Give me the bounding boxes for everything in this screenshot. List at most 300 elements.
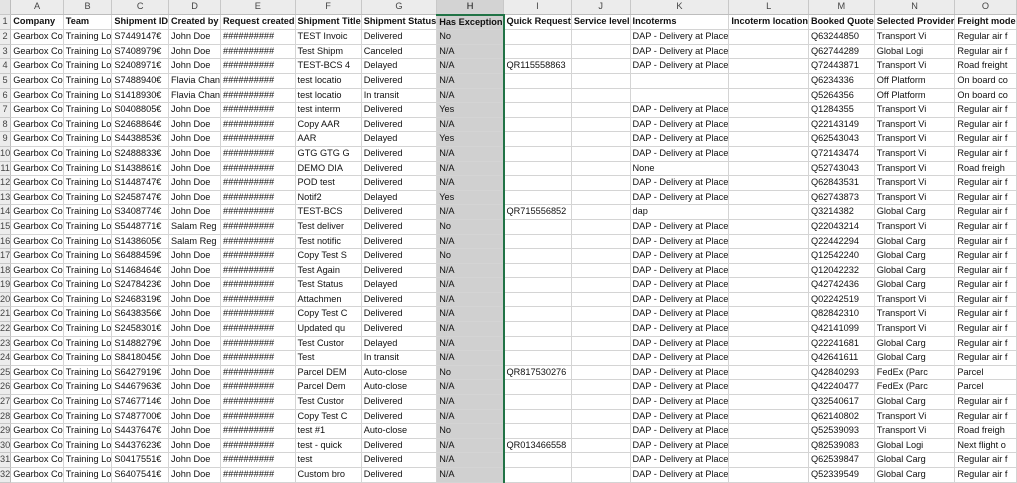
cell-j[interactable] <box>571 336 630 351</box>
cell-a[interactable]: Gearbox Co <box>11 278 64 293</box>
cell-f[interactable]: POD test <box>295 176 361 191</box>
cell-i[interactable] <box>504 380 572 395</box>
column-header-g[interactable]: G <box>361 0 437 15</box>
cell-d[interactable]: John Doe <box>169 453 221 468</box>
cell-e[interactable]: ########## <box>221 380 296 395</box>
cell-n[interactable]: Off Platform <box>874 73 955 88</box>
cell-d[interactable]: John Doe <box>169 351 221 366</box>
cell-l[interactable] <box>729 205 809 220</box>
cell-l[interactable] <box>729 132 809 147</box>
cell-o[interactable]: Regular air f <box>955 409 1016 424</box>
cell-n[interactable]: Transport Vi <box>874 117 955 132</box>
cell-e[interactable]: ########## <box>221 365 296 380</box>
cell-h[interactable]: Yes <box>437 190 504 205</box>
cell-k[interactable]: DAP - Delivery at Place <box>630 409 729 424</box>
cell-h[interactable]: N/A <box>437 73 504 88</box>
cell-c[interactable]: S2458301€ <box>112 322 169 337</box>
cell-h[interactable]: N/A <box>437 263 504 278</box>
cell-g[interactable]: Delayed <box>361 59 437 74</box>
cell-e[interactable]: ########## <box>221 292 296 307</box>
cell-n[interactable]: Transport Vi <box>874 409 955 424</box>
header-cell-a[interactable]: Company <box>11 15 64 30</box>
cell-f[interactable]: test interm <box>295 103 361 118</box>
cell-n[interactable]: Transport Vi <box>874 161 955 176</box>
cell-i[interactable] <box>504 103 572 118</box>
cell-n[interactable]: Global Logi <box>874 44 955 59</box>
cell-f[interactable]: Copy AAR <box>295 117 361 132</box>
cell-f[interactable]: Copy Test C <box>295 409 361 424</box>
cell-d[interactable]: John Doe <box>169 322 221 337</box>
column-header-c[interactable]: C <box>112 0 169 15</box>
header-cell-j[interactable]: Service level <box>571 15 630 30</box>
cell-e[interactable]: ########## <box>221 468 296 483</box>
cell-f[interactable]: DEMO DIA <box>295 161 361 176</box>
cell-a[interactable]: Gearbox Co <box>11 424 64 439</box>
cell-k[interactable]: DAP - Delivery at Place <box>630 103 729 118</box>
cell-o[interactable]: Regular air f <box>955 292 1016 307</box>
cell-i[interactable] <box>504 409 572 424</box>
cell-e[interactable]: ########## <box>221 322 296 337</box>
cell-d[interactable]: John Doe <box>169 190 221 205</box>
cell-e[interactable]: ########## <box>221 59 296 74</box>
cell-d[interactable]: John Doe <box>169 438 221 453</box>
cell-h[interactable]: N/A <box>437 278 504 293</box>
cell-m[interactable]: Q82842310 <box>808 307 874 322</box>
cell-d[interactable]: Flavia Chan <box>169 73 221 88</box>
row-number[interactable]: 6 <box>0 88 11 103</box>
cell-c[interactable]: S7487700€ <box>112 409 169 424</box>
cell-n[interactable]: Transport Vi <box>874 30 955 45</box>
cell-g[interactable]: Delivered <box>361 176 437 191</box>
cell-b[interactable]: Training Lo <box>63 336 112 351</box>
row-number[interactable]: 23 <box>0 336 11 351</box>
row-number[interactable]: 2 <box>0 30 11 45</box>
cell-a[interactable]: Gearbox Co <box>11 88 64 103</box>
cell-j[interactable] <box>571 205 630 220</box>
cell-n[interactable]: Transport Vi <box>874 307 955 322</box>
cell-b[interactable]: Training Lo <box>63 103 112 118</box>
cell-f[interactable]: Parcel DEM <box>295 365 361 380</box>
cell-k[interactable]: DAP - Delivery at Place <box>630 263 729 278</box>
cell-g[interactable]: Delivered <box>361 292 437 307</box>
cell-o[interactable]: On board co <box>955 73 1016 88</box>
cell-d[interactable]: Salam Reg <box>169 219 221 234</box>
cell-c[interactable]: S1418930€ <box>112 88 169 103</box>
cell-c[interactable]: S6488459€ <box>112 249 169 264</box>
cell-g[interactable]: Delivered <box>361 409 437 424</box>
cell-j[interactable] <box>571 438 630 453</box>
cell-f[interactable]: TEST Invoic <box>295 30 361 45</box>
cell-h[interactable]: Yes <box>437 132 504 147</box>
cell-g[interactable]: Delivered <box>361 234 437 249</box>
cell-d[interactable]: John Doe <box>169 307 221 322</box>
cell-b[interactable]: Training Lo <box>63 59 112 74</box>
row-number[interactable]: 11 <box>0 161 11 176</box>
cell-h[interactable]: N/A <box>437 59 504 74</box>
cell-h[interactable]: No <box>437 219 504 234</box>
cell-o[interactable]: Regular air f <box>955 44 1016 59</box>
cell-n[interactable]: Transport Vi <box>874 292 955 307</box>
header-cell-h[interactable]: Has Exception <box>437 15 504 30</box>
cell-m[interactable]: Q42240477 <box>808 380 874 395</box>
cell-n[interactable]: Global Carg <box>874 453 955 468</box>
cell-m[interactable]: Q62140802 <box>808 409 874 424</box>
row-number[interactable]: 28 <box>0 409 11 424</box>
cell-a[interactable]: Gearbox Co <box>11 263 64 278</box>
cell-o[interactable]: Regular air f <box>955 234 1016 249</box>
cell-c[interactable]: S2458747€ <box>112 190 169 205</box>
cell-i[interactable]: QR817530276 <box>504 365 572 380</box>
cell-i[interactable]: QR013466558 <box>504 438 572 453</box>
row-number[interactable]: 4 <box>0 59 11 74</box>
cell-a[interactable]: Gearbox Co <box>11 30 64 45</box>
cell-m[interactable]: Q52339549 <box>808 468 874 483</box>
cell-d[interactable]: John Doe <box>169 263 221 278</box>
column-header-e[interactable]: E <box>221 0 296 15</box>
cell-a[interactable]: Gearbox Co <box>11 322 64 337</box>
cell-m[interactable]: Q62539847 <box>808 453 874 468</box>
cell-i[interactable] <box>504 249 572 264</box>
cell-m[interactable]: Q62543043 <box>808 132 874 147</box>
row-number[interactable]: 30 <box>0 438 11 453</box>
cell-a[interactable]: Gearbox Co <box>11 234 64 249</box>
cell-j[interactable] <box>571 117 630 132</box>
cell-h[interactable]: N/A <box>437 351 504 366</box>
row-number[interactable]: 12 <box>0 176 11 191</box>
cell-n[interactable]: Transport Vi <box>874 132 955 147</box>
cell-c[interactable]: S2468864€ <box>112 117 169 132</box>
cell-f[interactable]: Test Shipm <box>295 44 361 59</box>
cell-f[interactable]: Updated qu <box>295 322 361 337</box>
cell-g[interactable]: Delivered <box>361 395 437 410</box>
cell-d[interactable]: John Doe <box>169 44 221 59</box>
cell-j[interactable] <box>571 351 630 366</box>
cell-l[interactable] <box>729 146 809 161</box>
cell-j[interactable] <box>571 380 630 395</box>
cell-e[interactable]: ########## <box>221 132 296 147</box>
row-number[interactable]: 25 <box>0 365 11 380</box>
cell-a[interactable]: Gearbox Co <box>11 395 64 410</box>
cell-f[interactable]: test - quick <box>295 438 361 453</box>
cell-f[interactable]: Copy Test C <box>295 307 361 322</box>
cell-l[interactable] <box>729 88 809 103</box>
cell-d[interactable]: John Doe <box>169 59 221 74</box>
cell-m[interactable]: Q3214382 <box>808 205 874 220</box>
cell-m[interactable]: Q63244850 <box>808 30 874 45</box>
cell-d[interactable]: John Doe <box>169 146 221 161</box>
row-number[interactable]: 27 <box>0 395 11 410</box>
cell-j[interactable] <box>571 176 630 191</box>
cell-e[interactable]: ########## <box>221 219 296 234</box>
header-cell-m[interactable]: Booked Quote <box>808 15 874 30</box>
cell-e[interactable]: ########## <box>221 117 296 132</box>
cell-k[interactable]: DAP - Delivery at Place <box>630 249 729 264</box>
header-cell-g[interactable]: Shipment Status <box>361 15 437 30</box>
cell-n[interactable]: FedEx (Parc <box>874 365 955 380</box>
header-cell-b[interactable]: Team <box>63 15 112 30</box>
cell-l[interactable] <box>729 351 809 366</box>
cell-l[interactable] <box>729 190 809 205</box>
cell-g[interactable]: Delivered <box>361 30 437 45</box>
cell-l[interactable] <box>729 44 809 59</box>
cell-g[interactable]: In transit <box>361 88 437 103</box>
cell-e[interactable]: ########## <box>221 307 296 322</box>
cell-m[interactable]: Q02242519 <box>808 292 874 307</box>
cell-i[interactable] <box>504 190 572 205</box>
cell-b[interactable]: Training Lo <box>63 322 112 337</box>
row-number[interactable]: 1 <box>0 15 11 30</box>
cell-o[interactable]: Regular air f <box>955 190 1016 205</box>
cell-h[interactable]: No <box>437 424 504 439</box>
cell-f[interactable]: Test Again <box>295 263 361 278</box>
cell-j[interactable] <box>571 409 630 424</box>
cell-i[interactable] <box>504 453 572 468</box>
row-number[interactable]: 29 <box>0 424 11 439</box>
cell-e[interactable]: ########## <box>221 438 296 453</box>
cell-l[interactable] <box>729 365 809 380</box>
cell-h[interactable]: N/A <box>437 438 504 453</box>
cell-m[interactable]: Q72443871 <box>808 59 874 74</box>
cell-a[interactable]: Gearbox Co <box>11 249 64 264</box>
cell-i[interactable] <box>504 263 572 278</box>
cell-k[interactable]: DAP - Delivery at Place <box>630 30 729 45</box>
cell-n[interactable]: Global Carg <box>874 263 955 278</box>
cell-e[interactable]: ########## <box>221 351 296 366</box>
cell-n[interactable]: Global Carg <box>874 278 955 293</box>
cell-m[interactable]: Q22442294 <box>808 234 874 249</box>
cell-k[interactable]: DAP - Delivery at Place <box>630 307 729 322</box>
cell-o[interactable]: Regular air f <box>955 103 1016 118</box>
cell-o[interactable]: Regular air f <box>955 30 1016 45</box>
cell-b[interactable]: Training Lo <box>63 88 112 103</box>
cell-n[interactable]: Transport Vi <box>874 219 955 234</box>
cell-h[interactable]: N/A <box>437 336 504 351</box>
cell-f[interactable]: Custom bro <box>295 468 361 483</box>
cell-e[interactable]: ########## <box>221 88 296 103</box>
cell-g[interactable]: Delivered <box>361 161 437 176</box>
cell-h[interactable]: N/A <box>437 307 504 322</box>
cell-c[interactable]: S2408971€ <box>112 59 169 74</box>
row-number[interactable]: 7 <box>0 103 11 118</box>
cell-j[interactable] <box>571 468 630 483</box>
cell-l[interactable] <box>729 424 809 439</box>
cell-e[interactable]: ########## <box>221 424 296 439</box>
cell-k[interactable]: DAP - Delivery at Place <box>630 190 729 205</box>
column-header-o[interactable]: O <box>955 0 1016 15</box>
cell-f[interactable]: Test Status <box>295 278 361 293</box>
cell-n[interactable]: Global Carg <box>874 234 955 249</box>
cell-m[interactable]: Q82539083 <box>808 438 874 453</box>
cell-h[interactable]: N/A <box>437 322 504 337</box>
cell-o[interactable]: Regular air f <box>955 278 1016 293</box>
cell-m[interactable]: Q42641611 <box>808 351 874 366</box>
cell-e[interactable]: ########## <box>221 263 296 278</box>
header-cell-f[interactable]: Shipment Title <box>295 15 361 30</box>
cell-e[interactable]: ########## <box>221 453 296 468</box>
cell-a[interactable]: Gearbox Co <box>11 380 64 395</box>
cell-h[interactable]: N/A <box>437 205 504 220</box>
cell-a[interactable]: Gearbox Co <box>11 307 64 322</box>
row-number[interactable]: 10 <box>0 146 11 161</box>
cell-f[interactable]: Parcel Dem <box>295 380 361 395</box>
cell-j[interactable] <box>571 234 630 249</box>
cell-h[interactable]: N/A <box>437 117 504 132</box>
cell-l[interactable] <box>729 234 809 249</box>
cell-c[interactable]: S2468319€ <box>112 292 169 307</box>
cell-o[interactable]: Regular air f <box>955 249 1016 264</box>
cell-i[interactable] <box>504 88 572 103</box>
cell-i[interactable] <box>504 30 572 45</box>
cell-o[interactable]: Parcel <box>955 365 1016 380</box>
cell-f[interactable]: AAR <box>295 132 361 147</box>
cell-l[interactable] <box>729 73 809 88</box>
cell-k[interactable]: DAP - Delivery at Place <box>630 351 729 366</box>
cell-j[interactable] <box>571 249 630 264</box>
header-cell-k[interactable]: Incoterms <box>630 15 729 30</box>
cell-b[interactable]: Training Lo <box>63 132 112 147</box>
cell-o[interactable]: Regular air f <box>955 453 1016 468</box>
cell-d[interactable]: John Doe <box>169 336 221 351</box>
row-number[interactable]: 3 <box>0 44 11 59</box>
cell-m[interactable]: Q42840293 <box>808 365 874 380</box>
cell-a[interactable]: Gearbox Co <box>11 453 64 468</box>
cell-i[interactable] <box>504 292 572 307</box>
cell-j[interactable] <box>571 263 630 278</box>
cell-a[interactable]: Gearbox Co <box>11 351 64 366</box>
cell-f[interactable]: Notif2 <box>295 190 361 205</box>
row-number[interactable]: 5 <box>0 73 11 88</box>
cell-b[interactable]: Training Lo <box>63 219 112 234</box>
cell-o[interactable]: Regular air f <box>955 322 1016 337</box>
cell-h[interactable]: N/A <box>437 88 504 103</box>
column-header-b[interactable]: B <box>63 0 112 15</box>
cell-g[interactable]: Delivered <box>361 73 437 88</box>
cell-j[interactable] <box>571 292 630 307</box>
cell-n[interactable]: Global Carg <box>874 395 955 410</box>
cell-m[interactable]: Q22143149 <box>808 117 874 132</box>
cell-h[interactable]: N/A <box>437 409 504 424</box>
column-header-k[interactable]: K <box>630 0 729 15</box>
cell-l[interactable] <box>729 292 809 307</box>
cell-l[interactable] <box>729 219 809 234</box>
cell-g[interactable]: Auto-close <box>361 365 437 380</box>
cell-i[interactable] <box>504 424 572 439</box>
cell-l[interactable] <box>729 161 809 176</box>
cell-f[interactable]: test locatio <box>295 73 361 88</box>
row-number[interactable]: 13 <box>0 190 11 205</box>
cell-m[interactable]: Q1284355 <box>808 103 874 118</box>
cell-c[interactable]: S0408805€ <box>112 103 169 118</box>
cell-o[interactable]: Road freigh <box>955 161 1016 176</box>
cell-h[interactable]: N/A <box>437 453 504 468</box>
cell-i[interactable] <box>504 176 572 191</box>
header-cell-d[interactable]: Created by <box>169 15 221 30</box>
cell-h[interactable]: N/A <box>437 292 504 307</box>
cell-m[interactable]: Q5264356 <box>808 88 874 103</box>
cell-a[interactable]: Gearbox Co <box>11 190 64 205</box>
row-number[interactable]: 26 <box>0 380 11 395</box>
cell-j[interactable] <box>571 73 630 88</box>
cell-f[interactable]: TEST-BCS 4 <box>295 59 361 74</box>
cell-m[interactable]: Q12542240 <box>808 249 874 264</box>
row-number[interactable]: 8 <box>0 117 11 132</box>
cell-c[interactable]: S6427919€ <box>112 365 169 380</box>
cell-k[interactable]: DAP - Delivery at Place <box>630 453 729 468</box>
cell-b[interactable]: Training Lo <box>63 176 112 191</box>
column-header-m[interactable]: M <box>808 0 874 15</box>
cell-f[interactable]: Test <box>295 351 361 366</box>
cell-b[interactable]: Training Lo <box>63 395 112 410</box>
cell-n[interactable]: Transport Vi <box>874 322 955 337</box>
cell-d[interactable]: John Doe <box>169 424 221 439</box>
cell-o[interactable]: On board co <box>955 88 1016 103</box>
cell-g[interactable]: Delivered <box>361 263 437 278</box>
cell-b[interactable]: Training Lo <box>63 146 112 161</box>
cell-k[interactable]: DAP - Delivery at Place <box>630 278 729 293</box>
cell-g[interactable]: Delivered <box>361 205 437 220</box>
cell-b[interactable]: Training Lo <box>63 44 112 59</box>
cell-a[interactable]: Gearbox Co <box>11 336 64 351</box>
cell-m[interactable]: Q52539093 <box>808 424 874 439</box>
cell-a[interactable]: Gearbox Co <box>11 365 64 380</box>
cell-k[interactable]: DAP - Delivery at Place <box>630 117 729 132</box>
cell-c[interactable]: S7467714€ <box>112 395 169 410</box>
cell-k[interactable]: DAP - Delivery at Place <box>630 234 729 249</box>
cell-d[interactable]: John Doe <box>169 249 221 264</box>
cell-m[interactable]: Q32540617 <box>808 395 874 410</box>
cell-f[interactable]: test <box>295 453 361 468</box>
cell-i[interactable] <box>504 468 572 483</box>
row-number[interactable]: 22 <box>0 322 11 337</box>
cell-i[interactable]: QR715556852 <box>504 205 572 220</box>
cell-b[interactable]: Training Lo <box>63 351 112 366</box>
cell-d[interactable]: John Doe <box>169 205 221 220</box>
row-number[interactable]: 31 <box>0 453 11 468</box>
cell-l[interactable] <box>729 395 809 410</box>
cell-b[interactable]: Training Lo <box>63 292 112 307</box>
cell-n[interactable]: Transport Vi <box>874 146 955 161</box>
cell-c[interactable]: S4437647€ <box>112 424 169 439</box>
cell-i[interactable] <box>504 117 572 132</box>
cell-j[interactable] <box>571 365 630 380</box>
cell-o[interactable]: Regular air f <box>955 395 1016 410</box>
column-header-h[interactable]: H <box>437 0 504 15</box>
cell-j[interactable] <box>571 146 630 161</box>
select-all-corner[interactable] <box>0 0 11 15</box>
cell-b[interactable]: Training Lo <box>63 161 112 176</box>
cell-c[interactable]: S5448771€ <box>112 219 169 234</box>
cell-k[interactable]: DAP - Delivery at Place <box>630 380 729 395</box>
cell-k[interactable] <box>630 73 729 88</box>
cell-g[interactable]: Auto-close <box>361 424 437 439</box>
cell-g[interactable]: Delivered <box>361 103 437 118</box>
cell-b[interactable]: Training Lo <box>63 234 112 249</box>
cell-l[interactable] <box>729 322 809 337</box>
cell-o[interactable]: Road freigh <box>955 424 1016 439</box>
cell-i[interactable] <box>504 278 572 293</box>
cell-g[interactable]: Canceled <box>361 44 437 59</box>
cell-o[interactable]: Regular air f <box>955 117 1016 132</box>
cell-k[interactable]: DAP - Delivery at Place <box>630 59 729 74</box>
cell-e[interactable]: ########## <box>221 205 296 220</box>
cell-h[interactable]: No <box>437 30 504 45</box>
cell-j[interactable] <box>571 278 630 293</box>
cell-c[interactable]: S4467963€ <box>112 380 169 395</box>
cell-c[interactable]: S4437623€ <box>112 438 169 453</box>
cell-j[interactable] <box>571 219 630 234</box>
cell-k[interactable]: DAP - Delivery at Place <box>630 146 729 161</box>
cell-j[interactable] <box>571 30 630 45</box>
